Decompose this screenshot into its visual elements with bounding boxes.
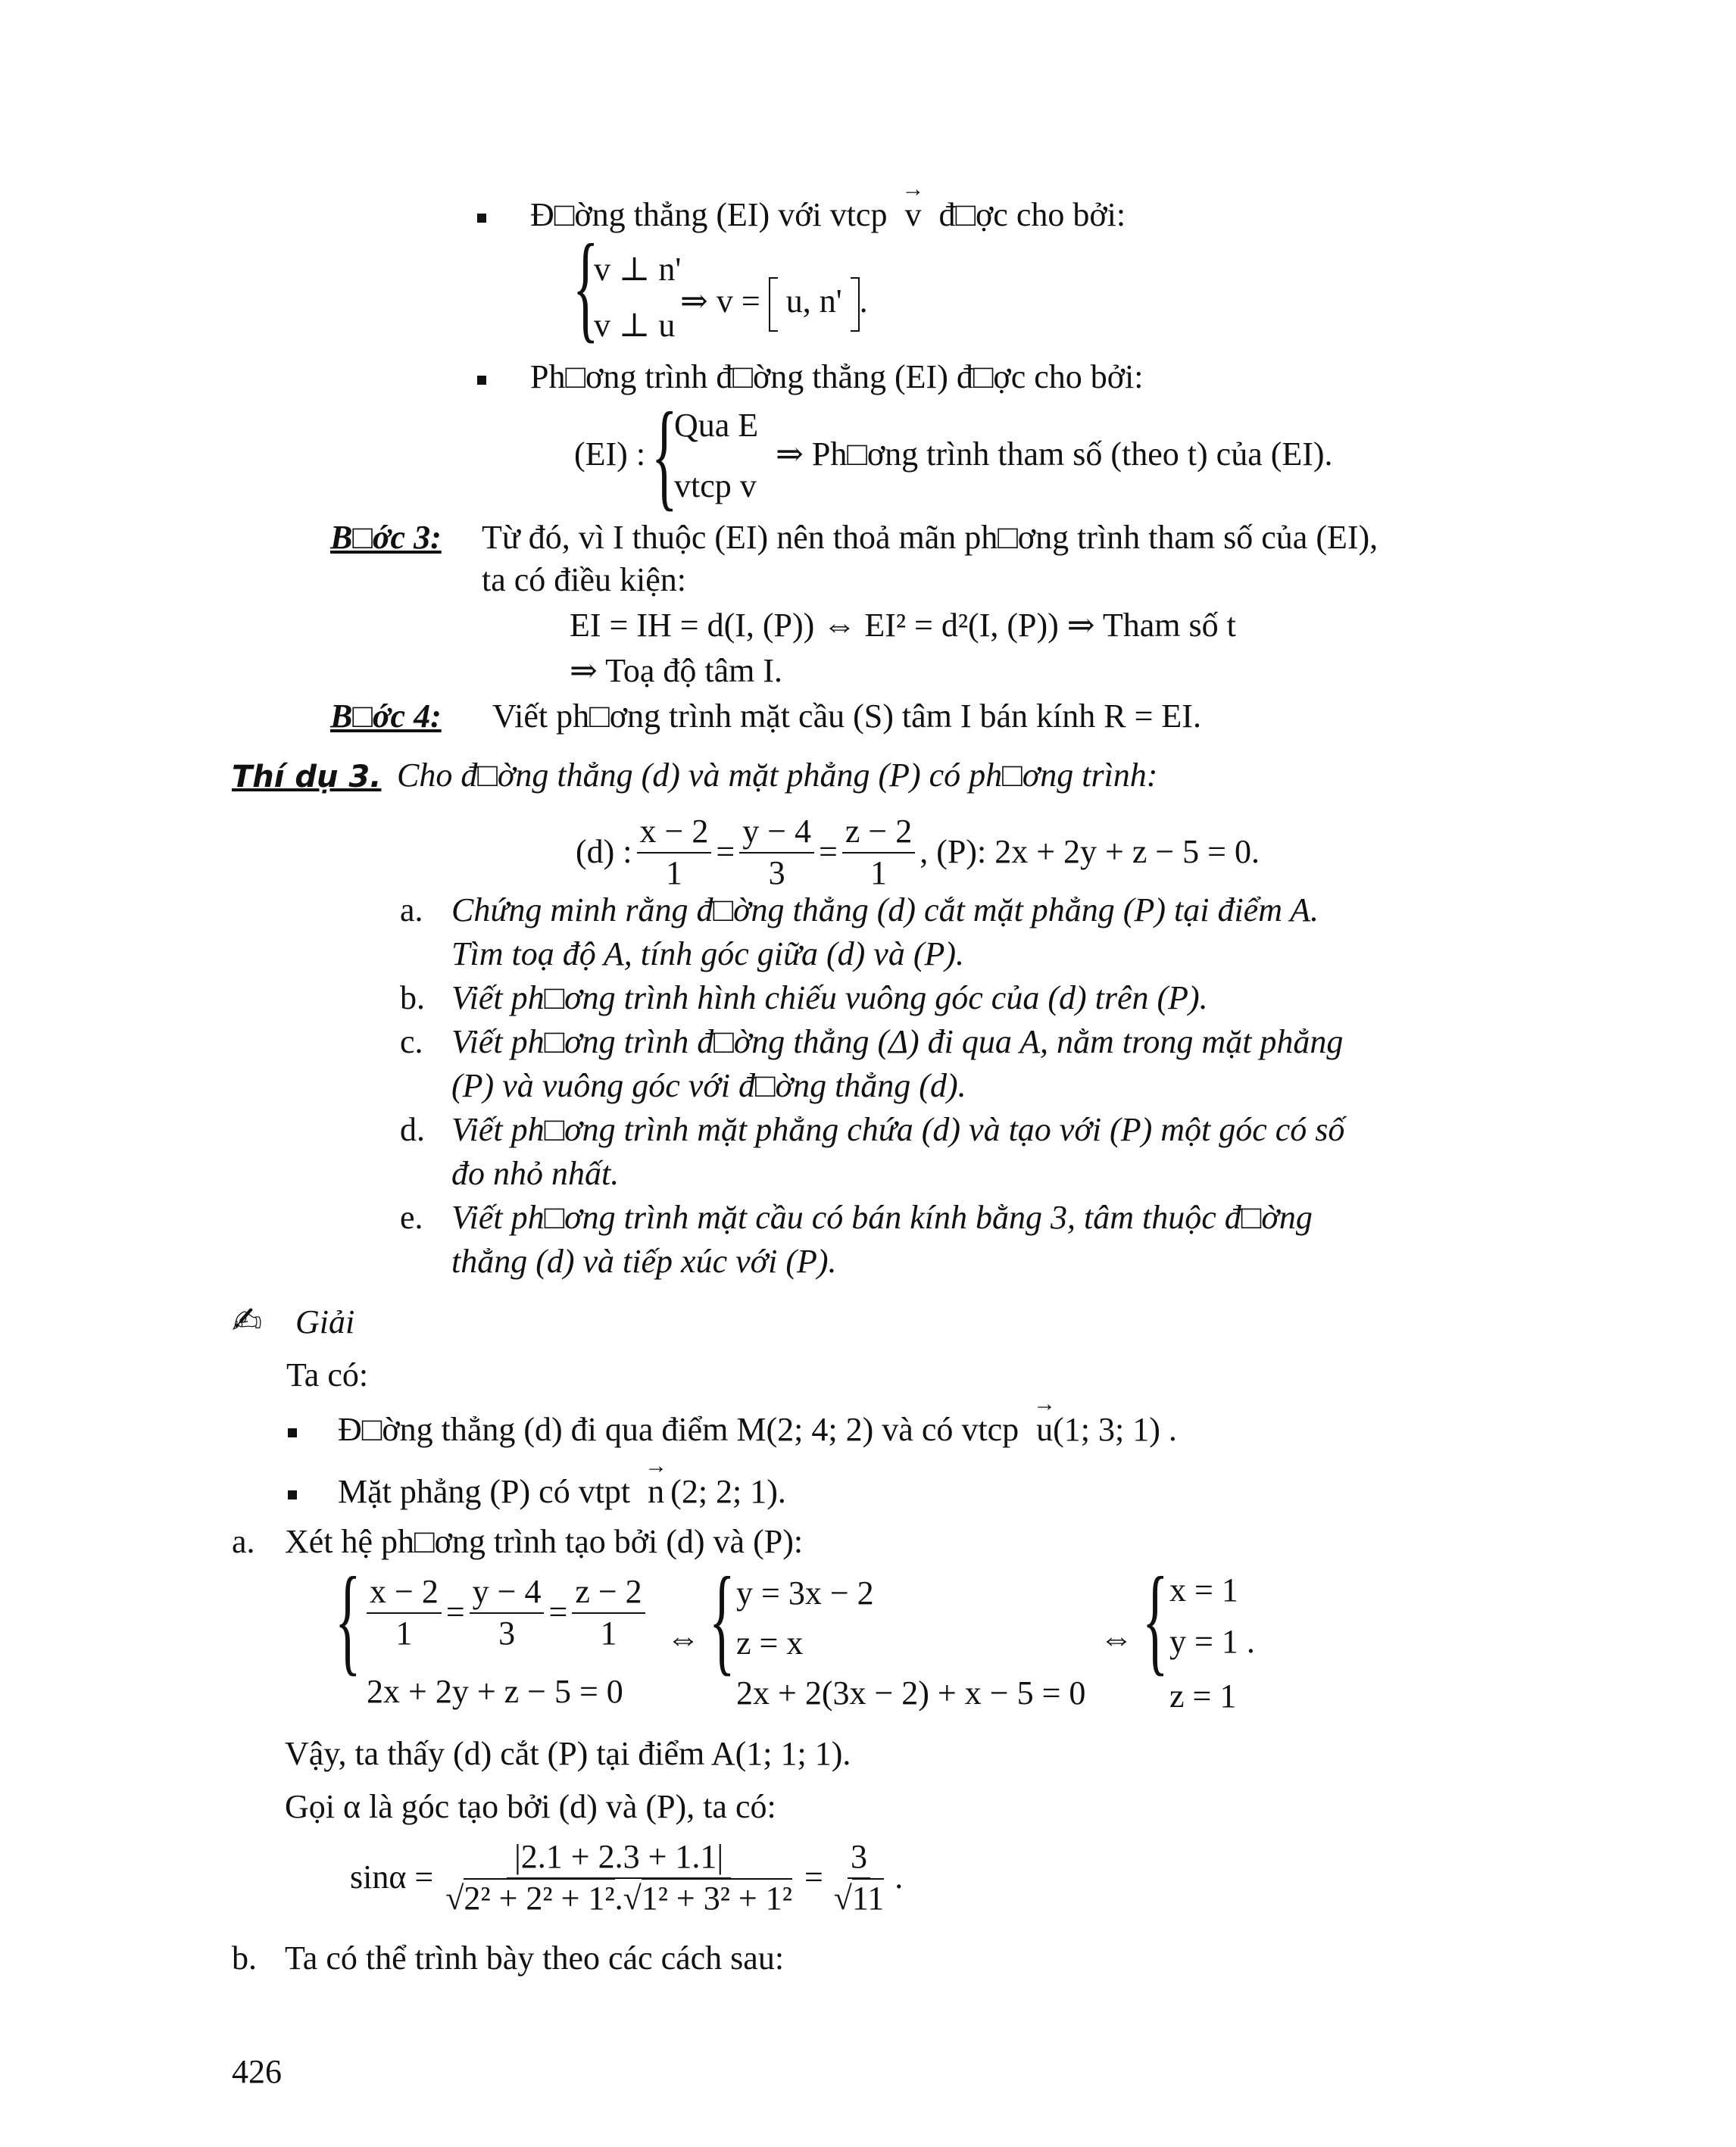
item-text: (P) và vuông góc với đ□ờng thẳng (d). (451, 1067, 966, 1104)
system3-row: y = 1 . (1169, 1623, 1255, 1660)
fraction: $\frac{z - 2}{1}$ (572, 1572, 645, 1654)
step3-line: Từ đó, vì I thuộc (EI) nên thoả mãn ph□ơng trình tham số của (EI), (482, 519, 1378, 556)
item-text: Tìm toạ độ A, tính góc giữa (d) và (P). (451, 935, 964, 972)
step2-line1: Đ□ờng thẳng (EI) với vtcp → v đ□ợc cho bởi: (530, 195, 1126, 236)
bullet-icon (288, 1490, 297, 1499)
solution-line: Đ□ờng thẳng (d) đi qua điểm M(2; 4; 2) và có vtcp → u(1; 3; 1) . (338, 1410, 1177, 1450)
item-text: thẳng (d) và tiếp xúc với (P). (451, 1243, 837, 1280)
vector-u: → u (1036, 1410, 1053, 1450)
solution-line: Mặt phẳng (P) có vtpt → n (2; 2; 1). (338, 1472, 786, 1512)
brace-icon: { (573, 219, 599, 354)
solution-line: Vậy, ta thấy (d) cắt (P) tại điểm A(1; 1; 1). (285, 1735, 851, 1772)
item-text: Viết ph□ơng trình hình chiếu vuông góc của (d) trên (P). (451, 979, 1208, 1016)
example-intro: Cho đ□ờng thẳng (d) và mặt phẳng (P) có ph□ơng trình: (397, 757, 1158, 794)
system2-row: 2x + 2(3x − 2) + x − 5 = 0 (736, 1674, 1086, 1712)
brace-icon: { (1142, 1552, 1169, 1687)
step3-line: EI = IH = d(I, (P)) ⇔ EI² = d²(I, (P)) ⇒ Tham số t (570, 607, 1236, 644)
step4-line: Viết ph□ơng trình mặt cầu (S) tâm I bán kính R = EI. (492, 697, 1201, 735)
step3-line: ta có điều kiện: (482, 561, 687, 598)
fraction: $\frac{x - 2}{1}$ (637, 812, 712, 894)
sin-formula: sinα = $\frac{|2.1 + 2.3 + 1.1|}{\text{√2² + 2² + 1².√1² + 3² + 1²}}$ = $\frac{3}{√11}$ . (350, 1837, 903, 1919)
item-key: a. (400, 891, 423, 928)
step3-label: B□ớc 3: (330, 519, 442, 556)
brace-icon: { (335, 1552, 361, 1687)
fraction: $\frac{x - 2}{1}$ (367, 1572, 442, 1654)
implication: ⇒ v = u, n' . (680, 277, 868, 332)
brace-icon: { (651, 387, 678, 522)
item-text: đo nhỏ nhất. (451, 1155, 620, 1192)
item-text: Viết ph□ơng trình đ□ờng thẳng (Δ) đi qua A, nằm trong mặt phẳng (451, 1023, 1344, 1060)
solution-line: Ta có: (286, 1356, 369, 1393)
solution-line: Gọi α là góc tạo bởi (d) và (P), ta có: (285, 1788, 776, 1825)
fraction: $\frac{3}{√11}$ (833, 1838, 885, 1917)
system3-row: z = 1 (1169, 1677, 1237, 1715)
bullet-icon (477, 376, 486, 385)
item-key: d. (400, 1111, 425, 1148)
fraction: $\frac{z - 2}{1}$ (842, 812, 915, 894)
item-key: e. (400, 1199, 423, 1236)
item-key: b. (232, 1939, 257, 1977)
system-line: v ⊥ n' (594, 251, 682, 288)
page-number: 426 (232, 2053, 282, 2090)
system-line: v ⊥ u (594, 307, 676, 344)
example-label: Thí dụ 3. (232, 760, 382, 794)
pen-icon: ✍ (232, 1300, 263, 1342)
system1-row: 2x + 2y + z − 5 = 0 (367, 1673, 623, 1710)
solution-line: Ta có thể trình bày theo các cách sau: (285, 1939, 785, 1977)
fraction: $\frac{|2.1 + 2.3 + 1.1|}{\text{√2² + 2² + 1².√1² + 3² + 1²}}$ (445, 1838, 792, 1917)
system3-row: x = 1 (1169, 1571, 1238, 1609)
bullet-icon (477, 214, 486, 223)
item-key: b. (400, 979, 425, 1016)
system1-row: $\frac{x - 2}{1}$ = $\frac{y - 4}{3}$ = $\frac{z - 2}{1}$ (362, 1572, 650, 1654)
ei-line: Qua E (674, 407, 759, 444)
fraction: $\frac{y - 4}{3}$ (739, 812, 814, 894)
ei-rhs: ⇒ Ph□ơng trình tham số (theo t) của (EI). (776, 435, 1333, 473)
vector-n: → n (648, 1472, 664, 1512)
item-text: Viết ph□ơng trình mặt phẳng chứa (d) và tạo với (P) một góc có số (451, 1111, 1345, 1148)
item-text: Viết ph□ơng trình mặt cầu có bán kính bằng 3, tâm thuộc đ□ờng (451, 1199, 1313, 1236)
iff-symbol: ⇔ (1100, 1620, 1133, 1657)
system2-row: z = x (736, 1624, 804, 1662)
ei-line: vtcp v (674, 467, 757, 504)
ei-lhs: (EI) : (574, 435, 646, 473)
bullet-icon (288, 1428, 297, 1437)
item-key: c. (400, 1023, 423, 1060)
solution-line: Xét hệ ph□ơng trình tạo bởi (d) và (P): (285, 1523, 804, 1560)
brace-icon: { (709, 1552, 735, 1687)
step2-line2: Ph□ơng trình đ□ờng thẳng (EI) đ□ợc cho bởi: (530, 358, 1144, 395)
item-text: Chứng minh rằng đ□ờng thẳng (d) cắt mặt phẳng (P) tại điểm A. (451, 891, 1319, 928)
iff-symbol: ⇔ (667, 1620, 700, 1657)
item-key: a. (232, 1523, 255, 1560)
system2-row: y = 3x − 2 (736, 1574, 874, 1612)
step3-line: ⇒ Toạ độ tâm I. (570, 652, 783, 689)
line-equation: (d) : $\frac{x - 2}{1}$ = $\frac{y - 4}{3}$ = $\frac{z - 2}{1}$ , (P): 2x + 2y + z − 5 = 0. (576, 812, 1260, 894)
solution-title: Giải (295, 1303, 355, 1340)
fraction: $\frac{y - 4}{3}$ (470, 1572, 545, 1654)
vector-v: → v (904, 195, 921, 236)
step4-label: B□ớc 4: (330, 697, 442, 735)
